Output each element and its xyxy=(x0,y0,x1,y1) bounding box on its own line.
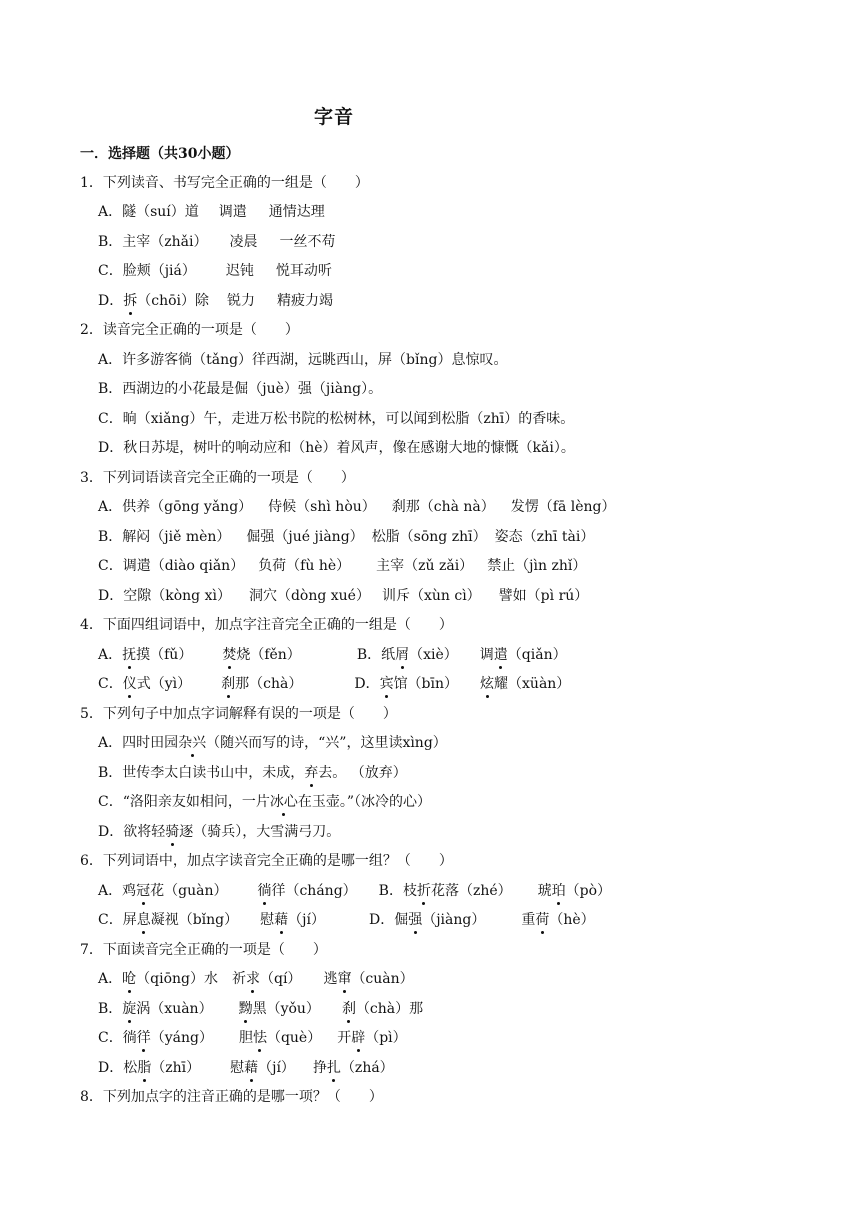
option-text: 祈 xyxy=(231,971,246,987)
emphasis-char: 冠 xyxy=(136,883,151,899)
question-3-option-a xyxy=(98,497,616,517)
emphasis-char: 折 xyxy=(416,883,431,899)
option-text: C． xyxy=(98,676,123,692)
option-text: 洞穴（dòng xué） xyxy=(248,588,370,604)
option-text: （zhá） xyxy=(340,1060,394,1076)
question-1-option-d xyxy=(98,291,333,311)
option-text: C．“洛阳亲友如相问，一片 xyxy=(98,794,270,810)
question-2-stem: 2．读音完全正确的一项是（ ） xyxy=(80,322,299,338)
option-text: 松脂（sōng zhī） xyxy=(371,529,487,545)
question-2-option-b: B．西湖边的小花最是倔（juè）强（jiàng）。 xyxy=(98,381,383,397)
option-text: 负荷（fù hè） xyxy=(258,558,351,574)
emphasis-char: 藉 xyxy=(244,1060,259,1076)
option-text: C．调遣（diào qiǎn） xyxy=(98,558,245,574)
question-1-option-c xyxy=(98,261,332,281)
option-text: 耀（xüàn） xyxy=(494,676,571,692)
question-4-option-c-d xyxy=(98,674,570,694)
option-text: （随兴而写的诗，“兴”，这里读xìng） xyxy=(206,735,447,751)
option-text: A．鸡 xyxy=(98,883,137,899)
question-4-stem: 4．下面四组词语中，加点字注音完全正确的一组是（ ） xyxy=(80,617,453,633)
option-text: （yáng） xyxy=(150,1030,213,1046)
emphasis-char: 徉 xyxy=(136,1030,151,1046)
page-title: 字音 xyxy=(313,106,354,128)
option-text: C．屏 xyxy=(98,912,137,928)
option-text: D．倔 xyxy=(368,912,409,928)
option-text: 黑（yǒu） xyxy=(252,1001,320,1017)
emphasis-char: 珀 xyxy=(551,883,566,899)
option-text: （pì） xyxy=(365,1030,407,1046)
emphasis-char: 仪 xyxy=(122,676,137,692)
option-text: 琥 xyxy=(537,883,552,899)
option-text: 花落（zhé） xyxy=(430,883,512,899)
option-text: （jí） xyxy=(258,1060,295,1076)
question-5-option-a xyxy=(98,733,447,753)
emphasis-char: 窜 xyxy=(337,971,352,987)
option-text: 花（guàn） xyxy=(150,883,228,899)
option-text: C．脸颊（jiá） xyxy=(98,263,196,279)
question-5-option-c xyxy=(98,792,431,812)
option-text: B．枝 xyxy=(378,883,417,899)
option-text: 锐力 xyxy=(227,293,255,309)
option-text: 迟钝 xyxy=(225,263,254,279)
question-7-option-b xyxy=(98,999,423,1019)
option-text: （pò） xyxy=(565,883,612,899)
question-5-option-b xyxy=(98,763,407,783)
option-text: （què） xyxy=(266,1030,322,1046)
emphasis-char: 息 xyxy=(136,912,151,928)
emphasis-char: 黝 xyxy=(238,1001,253,1017)
emphasis-char: 怯 xyxy=(252,1030,267,1046)
emphasis-char: 徜 xyxy=(257,883,272,899)
emphasis-char: 杂兴 xyxy=(178,735,207,751)
question-6-option-a-b xyxy=(98,881,611,901)
option-text: C．徜 xyxy=(98,1030,137,1046)
option-text: 刹那（chà nà） xyxy=(391,499,495,515)
option-text: B．解闷（jiě mèn） xyxy=(98,529,231,545)
option-text: 在玉壶。”（冰冷的心） xyxy=(297,794,432,810)
option-text: （hè） xyxy=(549,912,595,928)
emphasis-char: 焚 xyxy=(222,647,237,663)
question-3-option-b xyxy=(98,527,594,547)
emphasis-char: 宾 xyxy=(379,676,394,692)
question-2-option-a: A．许多游客徜（tǎng）徉西湖，远眺西山，屏（bǐng）息惊叹。 xyxy=(98,352,508,368)
option-text: 倔强（jué jiàng） xyxy=(246,529,364,545)
question-3-option-c xyxy=(98,556,586,576)
question-8-stem: 8．下列加点字的注音正确的是哪一项？（ ） xyxy=(80,1089,383,1105)
emphasis-char: 旋 xyxy=(122,1001,137,1017)
option-text: 一丝不苟 xyxy=(279,234,336,250)
option-text: D． xyxy=(98,293,124,309)
option-text: 挣 xyxy=(312,1060,327,1076)
option-text: 慰 xyxy=(260,912,275,928)
option-text: 馆（bīn） xyxy=(393,676,459,692)
question-2-option-c: C．晌（xiǎng）午，走进万松书院的松树林，可以闻到松脂（zhī）的香味。 xyxy=(98,411,575,427)
option-text: 慰 xyxy=(230,1060,245,1076)
option-text: 调遣 xyxy=(218,204,247,220)
emphasis-char: 呛 xyxy=(122,971,137,987)
emphasis-char: 强 xyxy=(408,912,423,928)
option-text: 那（chà） xyxy=(235,676,303,692)
emphasis-char: 脂 xyxy=(137,1060,152,1076)
option-text: 譬如（pì rú） xyxy=(498,588,589,604)
option-text: 式（yì） xyxy=(136,676,192,692)
option-text: D．欲将轻 xyxy=(98,824,166,840)
option-text: D．松 xyxy=(98,1060,138,1076)
question-7-stem: 7．下面读音完全正确的一项是（ ） xyxy=(80,942,327,958)
option-text: B．纸 xyxy=(356,647,396,663)
question-1-stem: 1．下列读音、书写完全正确的一组是（ ） xyxy=(80,175,369,191)
emphasis-char: 扎 xyxy=(326,1060,341,1076)
emphasis-char: 辟 xyxy=(351,1030,366,1046)
option-text: 训斥（xùn cì） xyxy=(381,588,481,604)
option-text: 调 xyxy=(479,647,494,663)
option-text: 涡（xuàn） xyxy=(136,1001,213,1017)
option-text: 摸（fǔ） xyxy=(136,647,193,663)
option-text: 胆 xyxy=(238,1030,253,1046)
question-7-option-d xyxy=(98,1058,394,1078)
question-4-option-a-b xyxy=(98,645,567,665)
emphasis-char: 骑 xyxy=(165,824,180,840)
emphasis-char: 荷 xyxy=(535,912,550,928)
option-text: B．主宰（zhǎi） xyxy=(98,234,208,250)
option-text: （jiàng） xyxy=(422,912,486,928)
option-text: （chà）那 xyxy=(355,1001,424,1017)
question-6-option-c-d xyxy=(98,910,595,930)
option-text: B． xyxy=(98,1001,123,1017)
option-text: （cuàn） xyxy=(351,971,414,987)
option-text: A． xyxy=(98,647,123,663)
question-1-option-b xyxy=(98,232,336,252)
emphasis-char: 刹 xyxy=(221,676,236,692)
question-1-option-a xyxy=(98,202,325,222)
option-text: （qiǎn） xyxy=(507,647,567,663)
option-text: 禁止（jìn zhǐ） xyxy=(487,558,587,574)
option-text: A． xyxy=(98,971,123,987)
emphasis-char: 求 xyxy=(245,971,260,987)
option-text: 精疲力竭 xyxy=(277,293,333,309)
question-5-option-d xyxy=(98,822,340,842)
question-6-stem: 6．下列词语中，加点字读音完全正确的是哪一组？（ ） xyxy=(80,853,453,869)
option-text: （jí） xyxy=(288,912,325,928)
emphasis-char: 冰心 xyxy=(269,794,298,810)
question-2-option-d: D．秋日苏堤，树叶的响动应和（hè）着风声，像在感谢大地的慷慨（kǎi）。 xyxy=(98,440,575,456)
option-text: 去。 （放弃） xyxy=(318,765,407,781)
question-3-stem: 3．下列词语读音完全正确的一项是（ ） xyxy=(80,470,355,486)
option-text: A．隧（suí）道 xyxy=(98,204,199,220)
question-5-stem: 5．下列句子中加点字词解释有误的一项是（ ） xyxy=(80,706,397,722)
option-text: 侍候（shì hòu） xyxy=(268,499,376,515)
option-text: 开 xyxy=(337,1030,352,1046)
option-text: （qiōng）水 xyxy=(136,971,218,987)
option-text: 逐（骑兵），大雪满弓刀。 xyxy=(179,824,341,840)
question-3-option-d xyxy=(98,586,588,606)
option-text: A．供养（gōng yǎng） xyxy=(98,499,253,515)
emphasis-char: 炫 xyxy=(480,676,495,692)
option-text: 悦耳动听 xyxy=(275,263,332,279)
emphasis-char: 拆 xyxy=(123,293,138,309)
option-text: D． xyxy=(354,676,380,692)
option-text: 凝视（bǐng） xyxy=(150,912,239,928)
option-text: 烧（fěn） xyxy=(236,647,301,663)
option-text: 通情达理 xyxy=(268,204,325,220)
option-text: （xiè） xyxy=(409,647,458,663)
option-text: B．世传李太白读书山中，未成， xyxy=(98,765,305,781)
option-text: 凌晨 xyxy=(229,234,258,250)
emphasis-char: 藉 xyxy=(274,912,289,928)
option-text: 主宰（zǔ zǎi） xyxy=(376,558,474,574)
option-text: （chōi）除 xyxy=(137,293,209,309)
emphasis-char: 屑 xyxy=(395,647,410,663)
option-text: （zhī） xyxy=(151,1060,201,1076)
question-7-option-a xyxy=(98,969,414,989)
option-text: （qí） xyxy=(259,971,302,987)
option-text: 徉（cháng） xyxy=(271,883,357,899)
option-text: 发愣（fā lèng） xyxy=(510,499,616,515)
option-text: 重 xyxy=(521,912,536,928)
option-text: A．四时田园 xyxy=(98,735,179,751)
option-text: 姿态（zhī tài） xyxy=(494,529,595,545)
option-text: D．空隙（kòng xì） xyxy=(98,588,231,604)
emphasis-char: 弃 xyxy=(304,765,319,781)
option-text: 逃 xyxy=(323,971,338,987)
section-heading: 一．选择题（共30小题） xyxy=(80,146,240,162)
question-7-option-c xyxy=(98,1028,407,1048)
emphasis-char: 遣 xyxy=(493,647,508,663)
emphasis-char: 刹 xyxy=(341,1001,356,1017)
emphasis-char: 抚 xyxy=(122,647,137,663)
